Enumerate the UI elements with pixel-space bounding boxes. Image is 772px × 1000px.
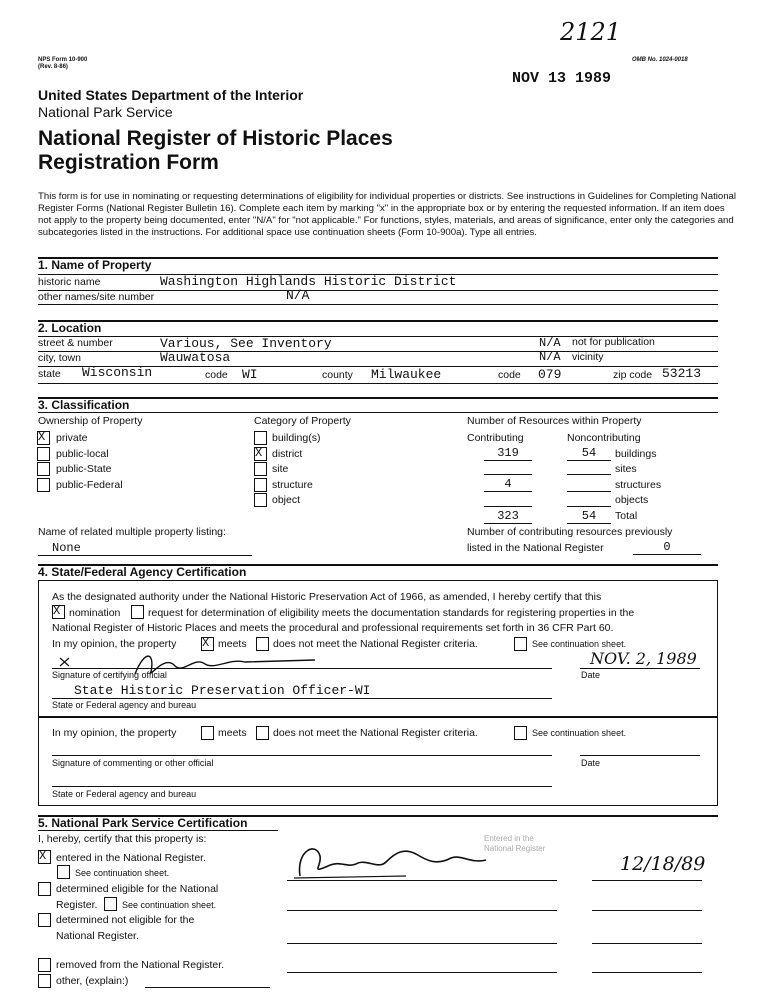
cert-line-1: As the designated authority under the National Historic Preservation Act of 1966, as amended, I hereby certify that this: [52, 591, 602, 603]
signature-2-label: Signature of commenting or other official: [52, 758, 214, 768]
continuation-checkbox[interactable]: [514, 637, 527, 651]
keeper-signature: [286, 836, 506, 886]
signature-line: [52, 668, 552, 669]
signature-2-line[interactable]: [52, 755, 552, 756]
rule: [38, 830, 278, 831]
meets-2-checkbox[interactable]: [201, 726, 214, 740]
certification-date: NOV. 2, 1989: [590, 649, 697, 668]
state-field[interactable]: Wisconsin: [82, 365, 153, 380]
eligible-label-2: Register.: [56, 899, 98, 911]
site-label: site: [272, 463, 289, 475]
site-checkbox[interactable]: [254, 462, 267, 476]
section-2-heading: 2. Location: [38, 321, 102, 335]
state-label: state: [38, 368, 61, 380]
zip-label: zip code: [613, 369, 653, 381]
agency-2-line[interactable]: [52, 786, 552, 787]
continuation-2-label: See continuation sheet.: [532, 728, 627, 738]
noncontributing-heading: Noncontributing: [567, 432, 641, 444]
entered-label: entered in the National Register.: [56, 852, 207, 864]
received-date-stamp: NOV 13 1989: [512, 70, 612, 87]
other-explain-line[interactable]: [145, 987, 270, 988]
cert-line-2: request for determination of eligibility meets the documentation standards for registering properties in the: [148, 607, 635, 619]
removed-label: removed from the National Register.: [56, 959, 225, 971]
structure-checkbox[interactable]: [254, 478, 267, 492]
eligible-continuation-label: See continuation sheet.: [122, 900, 217, 910]
entered-continuation-label: See continuation sheet.: [75, 868, 170, 878]
entered-continuation-checkbox[interactable]: [57, 865, 70, 879]
district-checkbox[interactable]: [254, 447, 267, 461]
service-name: National Park Service: [38, 104, 173, 120]
zip-field[interactable]: 53213: [662, 366, 702, 381]
rule: [38, 304, 718, 305]
noncontributing-sites[interactable]: [567, 474, 611, 475]
vicinity-label: vicinity: [572, 351, 604, 363]
vicinity-na[interactable]: N/A: [539, 350, 561, 364]
sites-row-label: sites: [615, 463, 637, 475]
street-field[interactable]: Various, See Inventory: [160, 336, 332, 351]
entered-checkbox[interactable]: [38, 850, 51, 864]
private-label: private: [56, 432, 88, 444]
previously-listed-label: Number of contributing resources previously: [467, 526, 673, 538]
buildings-label: building(s): [272, 432, 321, 444]
keeper-signature-line[interactable]: [287, 880, 557, 881]
signature-label: Signature of certifying official: [52, 670, 167, 680]
county-code-field[interactable]: 079: [538, 367, 562, 382]
continuation-2-checkbox[interactable]: [514, 726, 527, 740]
multiple-listing-field[interactable]: None: [52, 541, 81, 555]
date-line-eligible[interactable]: [592, 910, 702, 911]
signature-line-removed[interactable]: [287, 972, 557, 973]
noncontributing-total[interactable]: 54: [567, 509, 611, 524]
continuation-label: See continuation sheet.: [532, 639, 627, 649]
county-label: county: [322, 369, 353, 381]
section-4-heading: 4. State/Federal Agency Certification: [38, 565, 247, 579]
noncontributing-buildings[interactable]: 54: [567, 446, 611, 461]
date-line-removed[interactable]: [592, 972, 702, 973]
entered-stamp: Entered in the National Register: [484, 834, 546, 853]
removed-checkbox[interactable]: [38, 958, 51, 972]
eligible-label: determined eligible for the National: [56, 883, 219, 895]
request-checkbox[interactable]: [131, 605, 144, 619]
city-field[interactable]: Wauwatosa: [160, 350, 231, 365]
does-not-meet-2-checkbox[interactable]: [256, 726, 269, 740]
rule: [38, 555, 252, 556]
resources-heading: Number of Resources within Property: [467, 415, 642, 427]
previously-listed-field[interactable]: 0: [633, 540, 701, 555]
city-label: city, town: [38, 352, 81, 364]
other-names-label: other names/site number: [38, 291, 155, 303]
rule: [38, 383, 718, 384]
meets-2-label: meets: [218, 727, 247, 739]
contributing-structures[interactable]: 4: [484, 477, 532, 492]
other-names-field[interactable]: N/A: [286, 288, 310, 303]
omb-number: OMB No. 1024-0018: [632, 57, 688, 63]
nomination-label: nomination: [69, 607, 121, 619]
public-state-checkbox[interactable]: [37, 462, 50, 476]
county-code-label: code: [498, 369, 521, 381]
does-not-meet-label: does not meet the National Register criteria.: [273, 638, 478, 650]
contributing-objects[interactable]: [484, 506, 532, 507]
section-3-heading: 3. Classification: [38, 398, 130, 412]
multiple-listing-label: Name of related multiple property listing:: [38, 526, 226, 538]
other-checkbox[interactable]: [38, 974, 51, 988]
cert-line-3: National Register of Historic Places and meets the procedural and professional requirements set forth in 36 CFR Part 60.: [52, 622, 614, 634]
agency-label: State or Federal agency and bureau: [52, 700, 197, 710]
not-for-publication-na[interactable]: N/A: [539, 336, 561, 350]
state-code-field[interactable]: WI: [242, 367, 258, 382]
not-for-publication-label: not for publication: [572, 336, 655, 348]
nps-intro: I, hereby, certify that this property is:: [38, 833, 207, 845]
public-federal-label: public-Federal: [56, 479, 123, 491]
form-title-line-2: Registration Form: [38, 151, 219, 174]
agency-line: [52, 698, 552, 699]
handwritten-number: 2121: [560, 18, 622, 46]
date-2-label: Date: [581, 758, 601, 768]
section-divider: [38, 320, 718, 322]
not-eligible-checkbox[interactable]: [38, 913, 51, 927]
opinion-2-label: In my opinion, the property: [52, 727, 177, 739]
object-checkbox[interactable]: [254, 493, 267, 507]
rule: [38, 412, 718, 413]
does-not-meet-2-label: does not meet the National Register criteria.: [273, 727, 478, 739]
historic-name-field[interactable]: Washington Highlands Historic District: [160, 274, 457, 289]
date-line-not-eligible[interactable]: [592, 943, 702, 944]
not-eligible-label-2: National Register.: [56, 930, 139, 942]
noncontributing-objects[interactable]: [567, 506, 611, 507]
private-checkbox[interactable]: [37, 431, 50, 445]
buildings-row-label: buildings: [615, 448, 657, 460]
rule: [38, 351, 718, 352]
historic-name-label: historic name: [38, 276, 101, 288]
form-revision: (Rev. 8-86): [38, 64, 68, 70]
public-state-label: public-State: [56, 463, 112, 475]
instructions-paragraph: This form is for use in nominating or requesting determinations of eligibility for individual properties or districts. See instructions in Guidelines for Completing National Register Forms (National Register Bulletin 16). Complete each item by marking "x" in the appropriate box or by entering the requested information. If an item does not apply to the property being documented, enter "N/A" for "not applicable." For functions, styles, materials, and areas of significance, enter only the categories and subcategories listed in the instructions. For additional space use continuation sheets (Form 10-900a). Type all entries.: [38, 191, 737, 238]
structures-row-label: structures: [615, 479, 662, 491]
eligible-checkbox[interactable]: [38, 882, 51, 896]
form-number: NPS Form 10-900: [38, 57, 88, 63]
meets-label: meets: [218, 638, 247, 650]
keeper-date-line[interactable]: [592, 880, 702, 881]
contributing-sites[interactable]: [484, 474, 532, 475]
ownership-heading: Ownership of Property: [38, 415, 143, 427]
contributing-heading: Contributing: [467, 432, 524, 444]
district-label: district: [272, 448, 303, 460]
section-5-heading: 5. National Park Service Certification: [38, 816, 248, 830]
total-row-label: Total: [615, 510, 638, 522]
section-1-heading: 1. Name of Property: [38, 258, 152, 272]
public-local-checkbox[interactable]: [37, 447, 50, 461]
category-heading: Category of Property: [254, 415, 351, 427]
contributing-buildings[interactable]: 319: [484, 446, 532, 461]
contributing-total[interactable]: 323: [484, 509, 532, 524]
opinion-label: In my opinion, the property: [52, 638, 177, 650]
date-label: Date: [581, 670, 601, 680]
agency-2-label: State or Federal agency and bureau: [52, 789, 197, 799]
previously-listed-label-2: listed in the National Register: [467, 542, 604, 554]
form-title-line-1: National Register of Historic Places: [38, 127, 393, 150]
public-federal-checkbox[interactable]: [37, 478, 50, 492]
section-divider: [38, 397, 718, 399]
street-label: street & number: [38, 337, 113, 349]
signature-line-eligible[interactable]: [287, 910, 557, 911]
objects-row-label: objects: [615, 494, 649, 506]
other-label: other, (explain:): [56, 975, 129, 987]
eligible-continuation-checkbox[interactable]: [104, 897, 117, 911]
signature-line-not-eligible[interactable]: [287, 943, 557, 944]
not-eligible-label: determined not eligible for the: [56, 914, 195, 926]
date-2-line[interactable]: [580, 755, 700, 756]
department-name: United States Department of the Interior: [38, 87, 304, 103]
public-local-label: public-local: [56, 448, 109, 460]
buildings-checkbox[interactable]: [254, 431, 267, 445]
state-code-label: code: [205, 369, 228, 381]
noncontributing-structures[interactable]: [567, 491, 611, 492]
agency-field[interactable]: State Historic Preservation Officer-WI: [74, 683, 371, 698]
nomination-checkbox[interactable]: [52, 605, 65, 619]
object-label: object: [272, 494, 301, 506]
structure-label: structure: [272, 479, 313, 491]
keeper-date: 12/18/89: [620, 853, 706, 875]
county-field[interactable]: Milwaukee: [371, 367, 442, 382]
date-line: [580, 668, 700, 669]
